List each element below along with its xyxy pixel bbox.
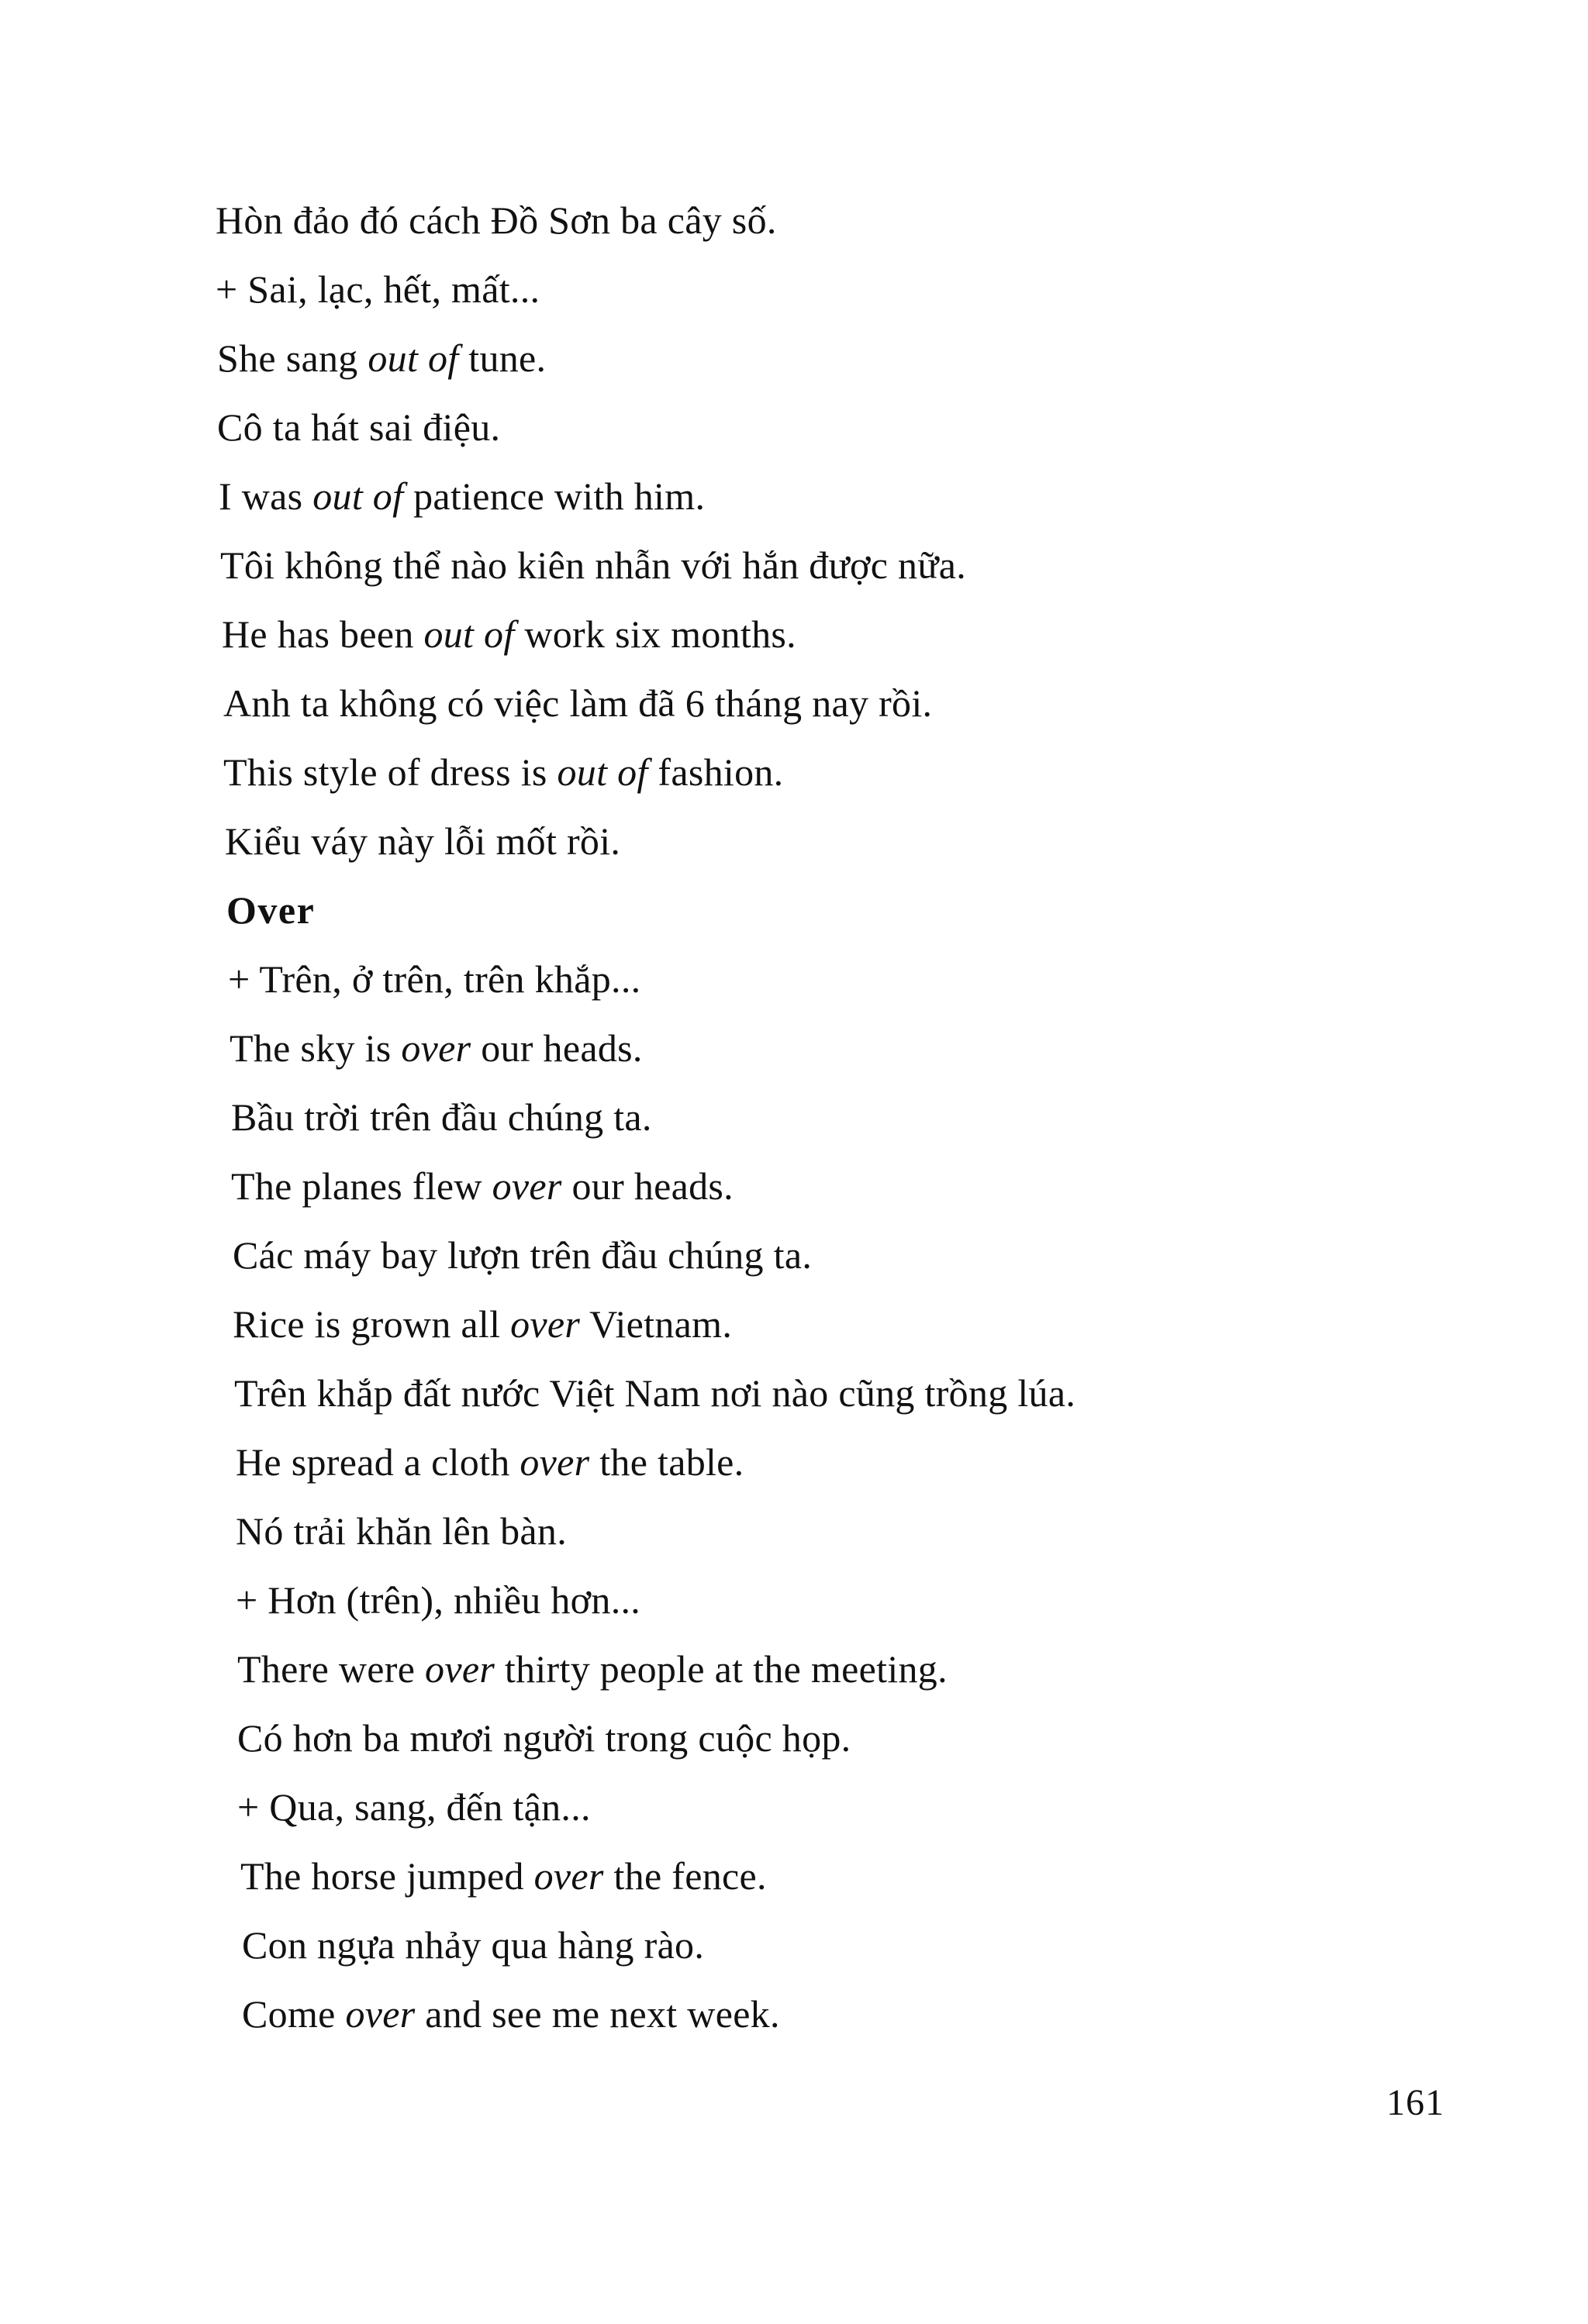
text-line: She sang out of tune. — [217, 336, 547, 380]
text-line: Con ngựa nhảy qua hàng rào. — [242, 1923, 705, 1967]
text-line: Trên khắp đất nước Việt Nam nơi nào cũng trồng lúa. — [234, 1371, 1076, 1415]
italic-term: over — [510, 1302, 581, 1346]
italic-term: out of — [368, 336, 459, 380]
italic-term: over — [520, 1440, 590, 1484]
text-line: There were over thirty people at the meeting. — [237, 1647, 948, 1691]
italic-term: out of — [557, 750, 648, 794]
text-line: Come over and see me next week. — [242, 1992, 780, 2036]
text-line: Tôi không thể nào kiên nhẫn với hắn được nữa. — [220, 543, 967, 587]
italic-term: over — [345, 1992, 416, 2036]
text-line: Kiểu váy này lỗi mốt rồi. — [225, 819, 621, 863]
section-heading: Over — [226, 888, 316, 932]
page-number: 161 — [1386, 2082, 1445, 2123]
italic-term: over — [533, 1854, 604, 1898]
italic-term: over — [492, 1164, 562, 1208]
text-line: Có hơn ba mươi người trong cuộc họp. — [237, 1716, 851, 1760]
text-line: Anh ta không có việc làm đã 6 tháng nay rồi. — [223, 681, 933, 725]
text-line: Nó trải khăn lên bàn. — [236, 1509, 568, 1553]
text-line: This style of dress is out of fashion. — [223, 750, 784, 794]
italic-term: over — [425, 1647, 495, 1691]
text-line: Cô ta hát sai điệu. — [217, 405, 501, 449]
text-line: + Trên, ở trên, trên khắp... — [228, 957, 641, 1001]
text-line: I was out of patience with him. — [219, 474, 706, 518]
text-line: The horse jumped over the fence. — [240, 1854, 767, 1898]
text-line: + Hơn (trên), nhiều hơn... — [236, 1578, 641, 1622]
text-line: + Sai, lạc, hết, mất... — [216, 267, 540, 311]
text-line: Hòn đảo đó cách Đồ Sơn ba cây số. — [216, 198, 777, 242]
italic-term: out of — [312, 474, 404, 518]
text-line: Rice is grown all over Vietnam. — [233, 1302, 733, 1346]
text-line: The sky is over our heads. — [230, 1026, 643, 1070]
italic-term: out of — [423, 612, 515, 656]
text-line: Các máy bay lượn trên đầu chúng ta. — [233, 1233, 813, 1277]
text-line: He spread a cloth over the table. — [236, 1440, 744, 1484]
text-line: + Qua, sang, đến tận... — [237, 1785, 591, 1829]
text-line: Bầu trời trên đầu chúng ta. — [231, 1095, 652, 1139]
italic-term: over — [401, 1026, 471, 1070]
text-line: He has been out of work six months. — [222, 612, 796, 656]
text-line: The planes flew over our heads. — [231, 1164, 734, 1208]
